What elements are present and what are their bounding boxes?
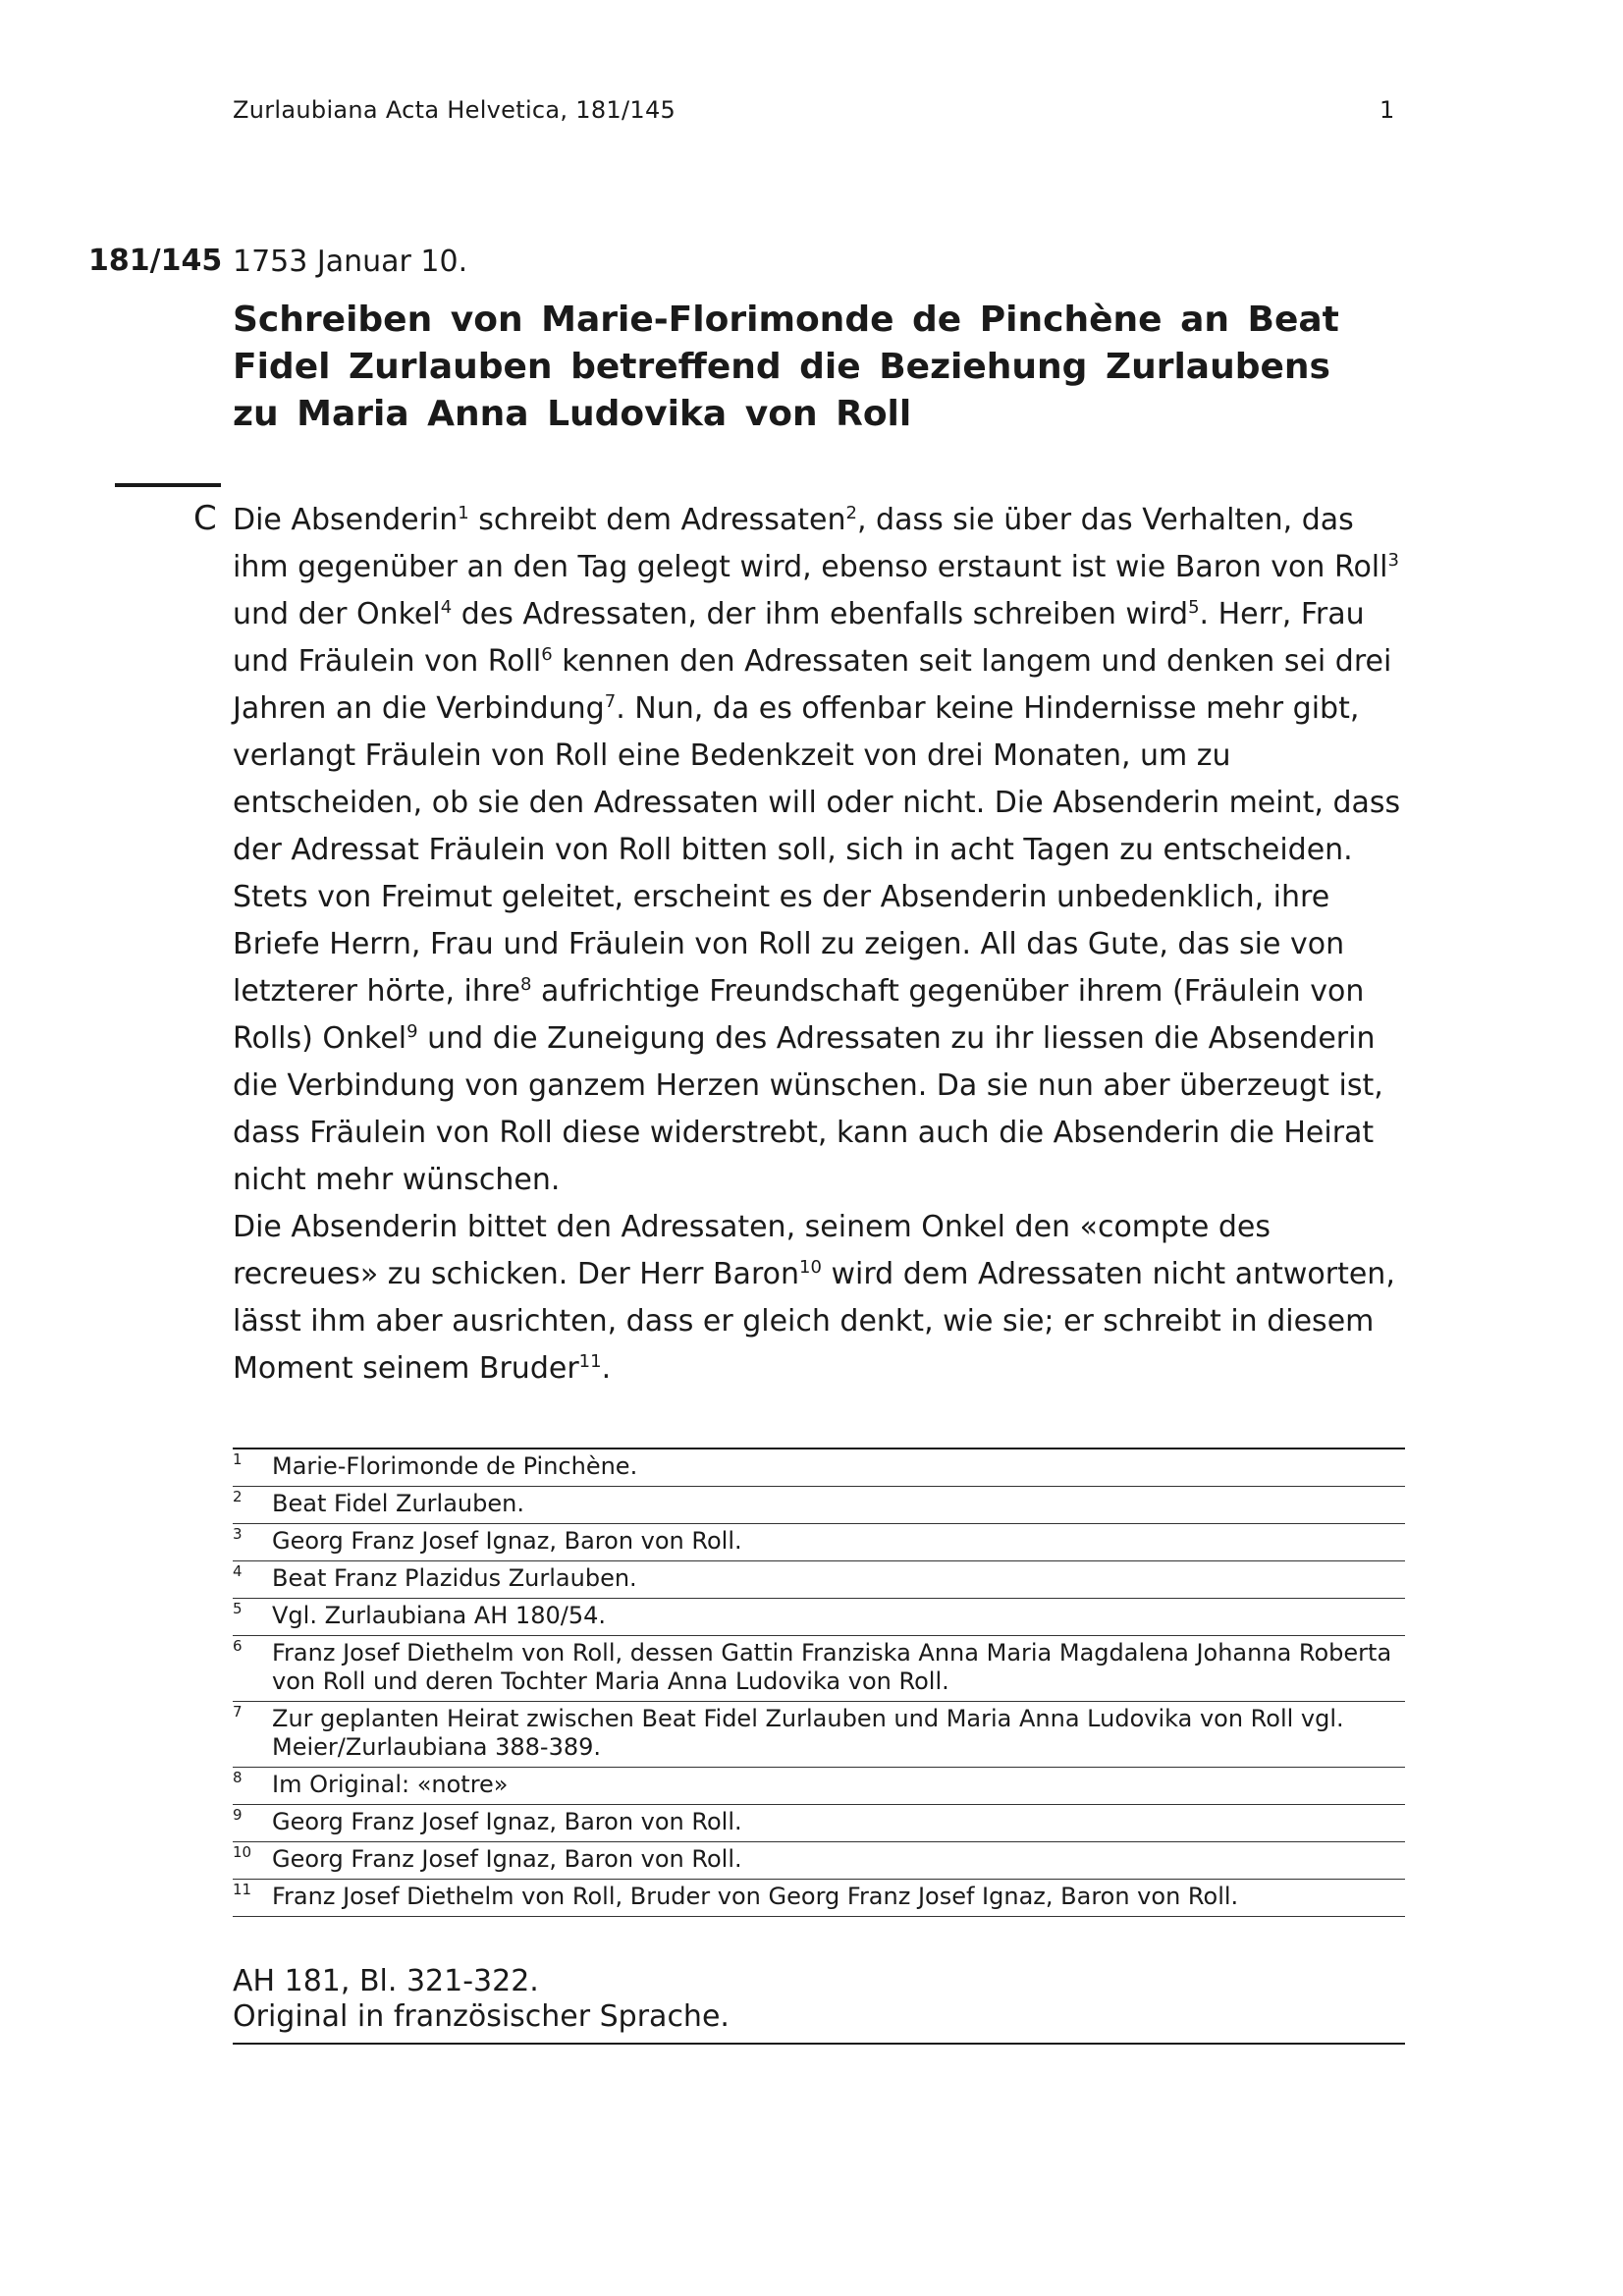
margin-marker: C bbox=[193, 499, 217, 538]
footnote-number: 11 bbox=[233, 1881, 252, 1898]
margin-rule bbox=[115, 483, 221, 487]
summary-paragraph-2 bbox=[233, 1204, 1411, 1393]
footnote-text: Beat Franz Plazidus Zurlauben. bbox=[272, 1564, 637, 1592]
footnote-number: 7 bbox=[233, 1703, 243, 1721]
footnote-item bbox=[233, 1636, 1405, 1702]
footnote-list bbox=[233, 1448, 1405, 1917]
footnote-number: 8 bbox=[233, 1769, 243, 1786]
summary-text-segment: des Adressaten, der ihm ebenfalls schreiben wird bbox=[452, 597, 1189, 631]
footnote-text: Georg Franz Josef Ignaz, Baron von Roll. bbox=[272, 1845, 742, 1873]
footnote-ref[interactable]: 9 bbox=[406, 1021, 418, 1042]
footnote-item bbox=[233, 1805, 1405, 1842]
footnote-ref[interactable]: 8 bbox=[520, 974, 532, 995]
footnote-number: 9 bbox=[233, 1806, 243, 1824]
footnote-text: Georg Franz Josef Ignaz, Baron von Roll. bbox=[272, 1808, 742, 1835]
summary-text-segment: , dass sie über das Verhalten, das ihm gegenüber an den Tag gelegt wird, ebenso erstaunt ist wie Baron von Roll bbox=[233, 503, 1388, 584]
footnote-text: Vgl. Zurlaubiana AH 180/54. bbox=[272, 1602, 606, 1629]
summary-text-segment: Die Absenderin bittet den Adressaten, seinem Onkel den «compte des recreues» zu schicken. Der Herr Baron bbox=[233, 1210, 1271, 1291]
footnote-item bbox=[233, 1524, 1405, 1561]
summary-text-segment: . bbox=[601, 1351, 612, 1386]
footnote-item bbox=[233, 1599, 1405, 1636]
footnote-ref[interactable]: 1 bbox=[458, 503, 469, 523]
footnote-number: 1 bbox=[233, 1450, 243, 1468]
summary-text-segment: aufrichtige Freundschaft gegenüber ihrem (Fräulein von Rolls) Onkel bbox=[233, 974, 1365, 1056]
summary-text-segment: und der Onkel bbox=[233, 597, 441, 631]
footnote-text: Beat Fidel Zurlauben. bbox=[272, 1490, 524, 1517]
summary-text-segment: Die Absenderin bbox=[233, 503, 459, 537]
footnote-number: 4 bbox=[233, 1562, 243, 1580]
summary-text bbox=[233, 497, 1411, 1393]
footnote-ref[interactable]: 11 bbox=[578, 1351, 602, 1372]
document-number: 181/145 bbox=[88, 244, 223, 278]
source-reference bbox=[233, 1964, 1405, 2045]
footnote-text: Georg Franz Josef Ignaz, Baron von Roll. bbox=[272, 1527, 742, 1555]
summary-text-segment: . Nun, da es offenbar keine Hindernisse mehr gibt, verlangt Fräulein von Roll eine Bedenkzeit von drei Monaten, um zu entscheiden, ob sie den Adressaten will oder nicht. Die Absenderin meint, dass der Adressat Fräulein von Roll bitten soll, sich in acht Tagen zu entscheiden. Stets von Freimut geleitet, erscheint es der Absenderin unbedenklich, ihre Briefe Herrn, Frau und Fräulein von Roll zu zeigen. All das Gute, das sie von letzterer hörte, ihre bbox=[233, 691, 1401, 1009]
footnote-item bbox=[233, 1842, 1405, 1880]
summary-text-segment: . Herr, Frau und Fräulein von Roll bbox=[233, 597, 1365, 679]
document-date: 1753 Januar 10. bbox=[233, 245, 468, 279]
footnote-ref[interactable]: 7 bbox=[604, 691, 617, 712]
footnote-item bbox=[233, 1561, 1405, 1599]
footnote-text: Franz Josef Diethelm von Roll, Bruder von Georg Franz Josef Ignaz, Baron von Roll. bbox=[272, 1883, 1239, 1910]
footnote-text: Franz Josef Diethelm von Roll, dessen Gattin Franziska Anna Maria Magdalena Johanna Roberta von Roll und deren Tochter Maria Anna Ludovika von Roll. bbox=[272, 1639, 1392, 1695]
footnote-text: Zur geplanten Heirat zwischen Beat Fidel Zurlauben und Maria Anna Ludovika von Roll vgl. Meier/Zurlaubiana 388-389. bbox=[272, 1705, 1344, 1761]
source-archive-reference: AH 181, Bl. 321-322. bbox=[233, 1964, 539, 1998]
footnote-text: Marie-Florimonde de Pinchène. bbox=[272, 1452, 638, 1480]
footnote-text: Im Original: «notre» bbox=[272, 1771, 509, 1798]
footnote-ref[interactable]: 6 bbox=[541, 644, 553, 665]
document-title: Schreiben von Marie-Florimonde de Pinchène an Beat Fidel Zurlauben betreffend die Beziehung Zurlaubens zu Maria Anna Ludovika von Roll bbox=[233, 300, 1339, 434]
footnote-ref[interactable]: 5 bbox=[1188, 597, 1200, 618]
footnote-number: 2 bbox=[233, 1488, 243, 1505]
footnote-item bbox=[233, 1487, 1405, 1524]
summary-text-segment: schreibt dem Adressaten bbox=[468, 503, 846, 537]
footnote-ref[interactable]: 4 bbox=[440, 597, 453, 618]
summary-text-segment: wird dem Adressaten nicht antworten, lässt ihm aber ausrichten, dass er gleich denkt, wie sie; er schreibt in diesem Moment seinem Bruder bbox=[233, 1257, 1395, 1386]
footnote-number: 10 bbox=[233, 1843, 252, 1861]
footnote-item bbox=[233, 1880, 1405, 1917]
summary-text-segment: und die Zuneigung des Adressaten zu ihr liessen die Absenderin die Verbindung von ganzem Herzen wünschen. Da sie nun aber überzeugt ist, dass Fräulein von Roll diese widerstrebt, kann auch die Absenderin die Heirat nicht mehr wünschen. bbox=[233, 1021, 1383, 1197]
footnote-ref[interactable]: 2 bbox=[845, 503, 857, 523]
source-language-note: Original in französischer Sprache. bbox=[233, 1999, 730, 2034]
footnote-item bbox=[233, 1768, 1405, 1805]
page-number: 1 bbox=[1380, 96, 1395, 124]
footnote-number: 5 bbox=[233, 1600, 243, 1617]
summary-text-segment: kennen den Adressaten seit langem und denken sei drei Jahren an die Verbindung bbox=[233, 644, 1392, 726]
footnote-number: 6 bbox=[233, 1637, 243, 1655]
footnote-item bbox=[233, 1449, 1405, 1487]
summary-paragraph-1 bbox=[233, 497, 1411, 1204]
footnote-item bbox=[233, 1702, 1405, 1768]
footnote-number: 3 bbox=[233, 1525, 243, 1543]
footnote-ref[interactable]: 10 bbox=[799, 1257, 822, 1278]
running-header-title: Zurlaubiana Acta Helvetica, 181/145 bbox=[233, 96, 676, 124]
footnote-ref[interactable]: 3 bbox=[1387, 550, 1399, 571]
